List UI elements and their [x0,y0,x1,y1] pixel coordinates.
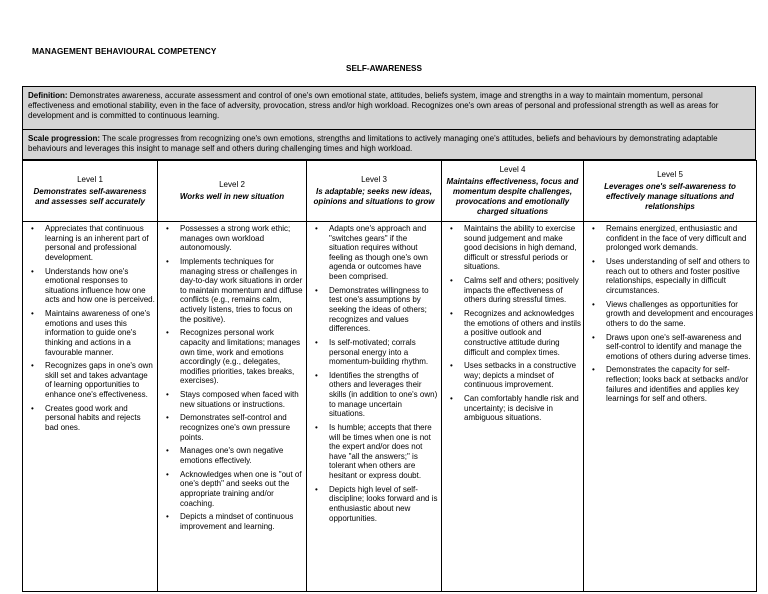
list-item: • Is self-motivated; corrals personal energy into a momentum-building rhythm. [329,338,439,367]
list-item: • Maintains the ability to exercise sound judgement and make good decisions in high demand, difficult or stressful periods or situations. [464,224,581,272]
level-1-label: Level 1 [77,175,103,184]
list-item: • Demonstrates willingness to test one's assumptions by seeking the ideas of others; recognizes and values differences. [329,286,439,334]
levels-body-row [23,222,757,592]
list-item: • Recognizes and acknowledges the emotions of others and instils a positive outlook and constructive attitude during difficult and complex times. [464,309,581,357]
level-5-header [584,161,757,222]
level-2-description: Works well in new situation [179,192,285,201]
list-item: • Possesses a strong work ethic; manages own workload autonomously. [180,224,304,253]
list-item: • Calms self and others; positively impacts the effectiveness of others during stressful times. [464,276,581,305]
list-item: • Maintains awareness of one's emotions and uses this information to guide one's thinking and actions in a favourable manner. [45,309,155,357]
list-item: • Creates good work and personal habits and rejects bad ones. [45,404,155,433]
level-2-label: Level 2 [219,180,245,189]
list-item: • Uses setbacks in a constructive way; depicts a mindset of continuous improvement. [464,361,581,390]
scale-progression-box [22,130,756,160]
level-2-cell [158,222,307,592]
level-4-description: Maintains effectiveness, focus and momentum despite challenges, provocations and emotionally charged situations [446,177,579,216]
level-1-cell [23,222,158,592]
list-item: • Views challenges as opportunities for growth and development and encourages others to do the same. [606,300,754,329]
level-2-header [158,161,307,222]
list-item: • Recognizes gaps in one's own skill set and takes advantage of learning opportunities to enhance one's effectiveness. [45,361,155,399]
list-item: • Demonstrates self-control and recognizes one's own pressure points. [180,413,304,442]
level-4-list [442,224,581,423]
list-item: • Stays composed when faced with new situations or instructions. [180,390,304,409]
document-subtitle: SELF-AWARENESS [346,64,422,73]
list-item: • Draws upon one's self-awareness and self-control to identify and manage the emotions of others during adverse times. [606,333,754,362]
list-item: • Is humble; accepts that there will be times when one is not the expert and/or does not have "all the answers;" is tolerant when others are hesitant or express doubt. [329,423,439,481]
list-item: • Identifies the strengths of others and leverages their skills (in addition to one's own) to manage uncertain situations. [329,371,439,419]
level-1-list [23,224,155,433]
level-5-cell [584,222,757,592]
list-item: • Understands how one's emotional responses to situations influence how one acts and how one is perceived. [45,267,155,305]
list-item: • Appreciates that continuous learning is an inherent part of personal and professional development. [45,224,155,262]
level-5-label: Level 5 [657,170,683,179]
level-3-label: Level 3 [361,175,387,184]
level-5-description: Leverages one's self-awareness to effectively manage situations and relationships [604,182,736,211]
list-item: • Adapts one's approach and "switches gears" if the situation requires without feeling as though one's own agenda or outcomes have been comprised. [329,224,439,282]
level-3-description: Is adaptable; seeks new ideas, opinions and situations to grow [313,187,435,206]
definition-box [22,86,756,130]
level-4-header [442,161,584,222]
level-3-cell [307,222,442,592]
list-item: • Acknowledges when one is "out of one's depth" and seeks out the appropriate training and/or coaching. [180,470,304,508]
list-item: • Depicts high level of self-discipline; looks forward and is enthusiastic about new opportunities. [329,485,439,523]
level-3-list [307,224,439,523]
level-3-header [307,161,442,222]
list-item: • Depicts a mindset of continuous improvement and learning. [180,512,304,531]
level-5-list [584,224,754,404]
level-4-label: Level 4 [499,165,526,174]
levels-table [22,160,757,592]
level-2-list [158,224,304,532]
list-item: • Uses understanding of self and others to reach out to others and foster positive relationships, especially in difficult circumstances. [606,257,754,295]
list-item: • Can comfortably handle risk and uncertainty; is decisive in ambiguous situations. [464,394,581,423]
document-title: MANAGEMENT BEHAVIOURAL COMPETENCY [32,47,217,56]
scale-progression-text: The scale progresses from recognizing one's own emotions, strengths and limitations to actively managing one's attitudes, beliefs and behaviours by demonstrating adaptable behaviours and leverages this insight to manage self and others during challenging times and high workload. [28,134,718,153]
list-item: • Implements techniques for managing stress or challenges in day-to-day work situations in order to maintain momentum and diffuse conflicts (e.g., remains calm, actively listens, tries to focus on the positive). [180,257,304,324]
definition-text: Demonstrates awareness, accurate assessment and control of one's own emotional state, attitudes, beliefs system, image and strengths in a way to maintain momentum, personal effectiveness and emotional stability, even in the face of adversity, provocation, stress and/or high workload. Recognizes one's own areas of personal and professional strength as well as areas for development and is committed to continuous learning. [28,91,719,120]
level-1-header [23,161,158,222]
list-item: • Manages one's own negative emotions effectively. [180,446,304,465]
scale-progression-label: Scale progression: [28,134,101,143]
level-1-description: Demonstrates self-awareness and assesses self accurately [33,187,147,206]
levels-header-row [23,161,757,222]
list-item: • Recognizes personal work capacity and limitations; manages own time, work and emotions accordingly (e.g., delegates, modifies priorities, takes breaks, exercises). [180,328,304,386]
list-item: • Remains energized, enthusiastic and confident in the face of very difficult and prolonged work demands. [606,224,754,253]
level-4-cell [442,222,584,592]
list-item: • Demonstrates the capacity for self-reflection; looks back at setbacks and/or failures and identifies and applies key learnings for self and others. [606,365,754,403]
definition-label: Definition: [28,91,68,100]
